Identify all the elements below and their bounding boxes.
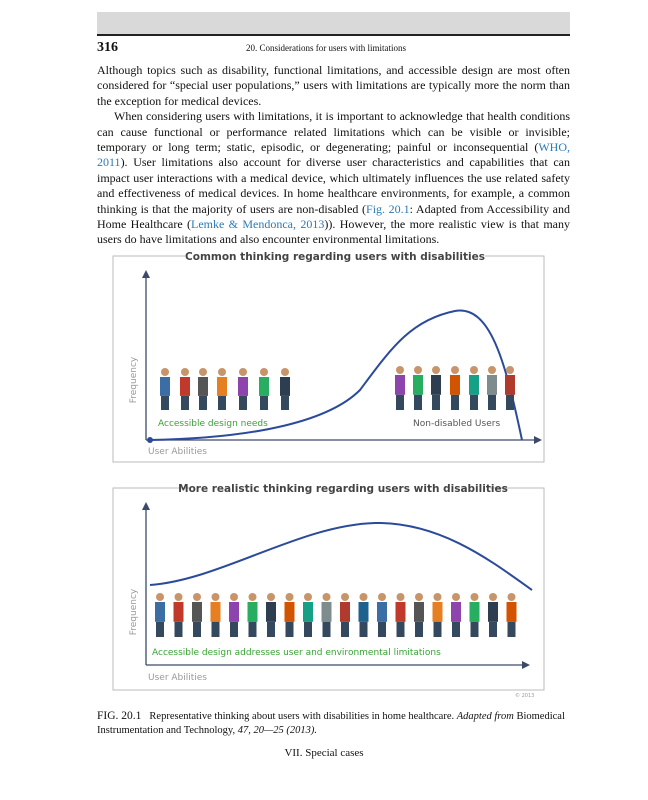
text: When considering users with limitations, it is important to acknowledge that health conditions can cause functional or performance related limitations which can be visible or invisible; temporary or long term; static, episodic, or degenerating; painful or inconsequential ( — [97, 109, 570, 155]
footer-section: VII. Special cases — [284, 747, 364, 759]
copyright: © 2013 — [515, 693, 535, 699]
label-accessible-design-needs: Accessible design needs — [158, 419, 268, 429]
figure-20-1 — [0, 244, 648, 704]
y-label: Frequency — [129, 588, 139, 636]
curve-start — [147, 437, 153, 443]
x-label: User Abilities — [148, 447, 208, 457]
caption-text: Biomedical Instrumentation and Technology, — [97, 711, 565, 736]
panel-1-frame — [113, 256, 544, 462]
x-label: User Abilities — [148, 673, 208, 683]
text: ). User limitations also account for diverse user characteristics and capabilities that can impact user interactions with a medical device, which ultimately influences the use related safety and effectiveness of medical devices. In home healthcare environments, for example, a common thinking is that the majority of users are non-disabled ( — [97, 155, 570, 216]
panel-2-title: More realistic thinking regarding users with disabilities — [178, 483, 508, 495]
figure-link[interactable]: Fig. 20.1 — [366, 201, 410, 216]
label-accessible-design-addresses: Accessible design addresses user and environmental limitations — [152, 648, 441, 658]
page-number: 316 — [97, 40, 118, 55]
running-head: 20. Considerations for users with limitations — [246, 43, 406, 53]
panel-1-title: Common thinking regarding users with disabilities — [185, 251, 485, 263]
citation-link-lemke[interactable]: Lemke & Mendonca, 2013 — [191, 217, 325, 232]
caption-italic: 47, 20—25 (2013). — [237, 725, 318, 736]
paragraph-1: Although topics such as disability, functional limitations, and accessible design are most often considered for “special user populations,” users with limitations are typically more the norm than the exception for medical devices. — [97, 63, 570, 108]
text: )). However, the more realistic view is that many users do have limitations and also encounter environmental limitations. — [97, 217, 570, 247]
caption-label: FIG. 20.1 — [97, 710, 142, 722]
label-non-disabled-users: Non-disabled Users — [413, 419, 501, 429]
text: : Adapted from Accessibility and Home Healthcare ( — [97, 201, 570, 232]
header-bar — [97, 12, 570, 36]
caption-text: Representative thinking about users with disabilities in home healthcare. — [149, 711, 457, 722]
figure-caption — [97, 709, 570, 738]
caption-italic: Adapted from — [456, 711, 514, 722]
citation-link-who[interactable]: WHO, 2011 — [97, 140, 570, 170]
y-label: Frequency — [129, 356, 139, 404]
body-text — [97, 63, 570, 248]
panel-2-frame — [113, 488, 544, 690]
paragraph-2 — [97, 109, 570, 248]
